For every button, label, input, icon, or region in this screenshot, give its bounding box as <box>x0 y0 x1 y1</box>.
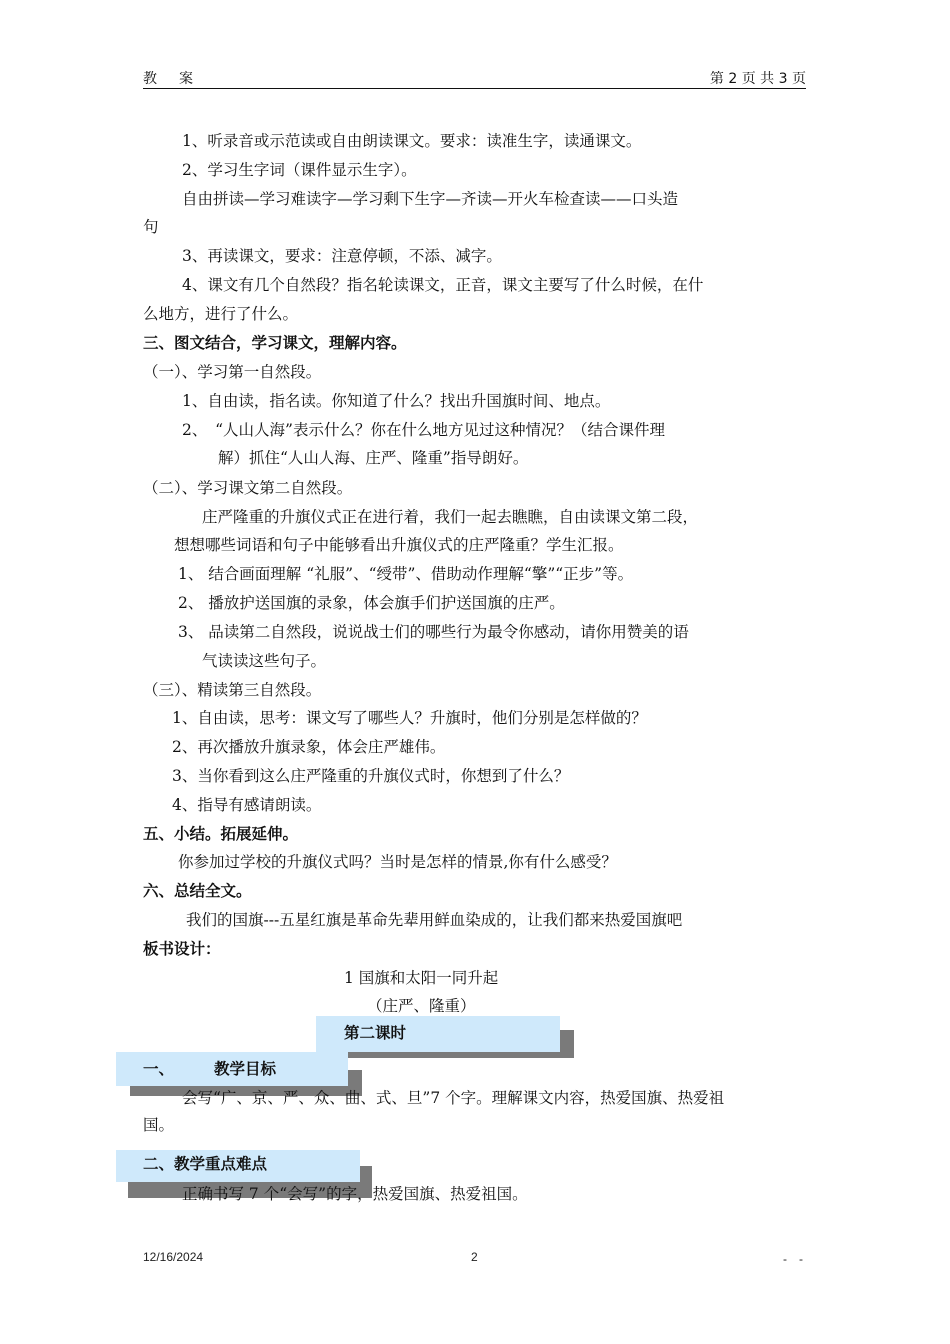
header-rule <box>143 88 806 89</box>
sub2-item-3: 3、 品读第二自然段，说说战士们的哪些行为最令你感动，请你用赞美的语 <box>178 623 689 641</box>
footer-dashes: - - <box>783 1252 803 1266</box>
subsection-2: （二）、学习课文第二自然段。 <box>143 479 353 497</box>
sub2-item-3-cont: 气读读这些句子。 <box>202 652 327 670</box>
step-paragraphs-cont: 么地方，进行了什么。 <box>143 305 299 323</box>
footer-date: 12/16/2024 <box>143 1250 204 1264</box>
subsection-3: （三）、精读第三自然段。 <box>143 681 322 699</box>
sub2-paragraph-cont: 想想哪些词语和句子中能够看出升旗仪式的庄严隆重？学生汇报。 <box>174 536 624 554</box>
sub1-item-1: 1、自由读，指名读。你知道了什么？找出升国旗时间、地点。 <box>182 392 611 410</box>
key-heading: 二、教学重点难点 <box>143 1155 268 1173</box>
goal-number: 一、 <box>143 1060 175 1078</box>
sub2-paragraph: 庄严隆重的升旗仪式正在进行着，我们一起去瞧瞧，自由读课文第二段， <box>202 508 699 526</box>
key-text: 正确书写 7 个“会写”的字，热爱国旗、热爱祖国。 <box>182 1185 528 1203</box>
subsection-1: （一）、学习第一自然段。 <box>143 363 322 381</box>
sub3-item-1: 1、自由读，思考：课文写了哪些人？升旗时，他们分别是怎样做的？ <box>172 709 647 727</box>
page-counter: 第 2 页 共 3 页 <box>709 71 806 87</box>
goal-heading: 教学目标 <box>214 1060 277 1078</box>
section-heading-3: 三、图文结合，学习课文，理解内容。 <box>143 334 407 352</box>
board-subtitle: （庄严、隆重） <box>367 997 476 1015</box>
sub1-item-2: 2、 “人山人海”表示什么？你在什么地方见过这种情况？（结合课件理 <box>182 421 665 439</box>
vocab-method: 自由拼读—学习难读字—学习剩下生字—齐读—开火车检查读——口头造 <box>182 190 679 208</box>
sub1-item-2-cont: 解）抓住“人山人海、庄严、隆重”指导朗好。 <box>218 449 529 467</box>
sub2-item-1: 1、 结合画面理解 “礼服”、“绶带”、借助动作理解“擎”“正步”等。 <box>178 565 634 583</box>
board-title: 1 国旗和太阳一同升起 <box>344 969 499 987</box>
lesson2-title: 第二课时 <box>344 1024 407 1042</box>
sub3-item-4: 4、指导有感请朗读。 <box>172 796 322 814</box>
step-vocab: 2、学习生字词（课件显示生字）。 <box>182 161 417 179</box>
vocab-method-cont: 句 <box>143 218 159 236</box>
step-reread: 3、再读课文，要求：注意停顿，不添、减字。 <box>182 247 502 265</box>
sub3-item-3: 3、当你看到这么庄严隆重的升旗仪式时，你想到了什么？ <box>172 767 570 785</box>
step-listen: 1、听录音或示范读或自由朗读课文。要求：读准生字，读通课文。 <box>182 132 642 150</box>
sub2-item-2: 2、 播放护送国旗的录象，体会旗手们护送国旗的庄严。 <box>178 594 565 612</box>
section-heading-6: 六、总结全文。 <box>143 882 252 900</box>
sub3-item-2: 2、再次播放升旗录象，体会庄严雄伟。 <box>172 738 446 756</box>
summary-question: 你参加过学校的升旗仪式吗？当时是怎样的情景,你有什么感受？ <box>178 853 617 871</box>
board-design-heading: 板书设计： <box>143 940 221 958</box>
footer-page-number: 2 <box>471 1250 478 1264</box>
goal-text-cont: 国。 <box>143 1116 175 1134</box>
conclusion-text: 我们的国旗---五星红旗是革命先辈用鲜血染成的，让我们都来热爱国旗吧 <box>186 911 683 929</box>
step-paragraphs: 4、课文有几个自然段？指名轮读课文，正音，课文主要写了什么时候，在什 <box>182 276 704 294</box>
section-heading-5: 五、小结。拓展延伸。 <box>143 825 299 843</box>
header-title: 教 案 <box>143 71 197 87</box>
goal-text: 会写“广、京、严、众、曲、式、旦”7 个字。理解课文内容，热爱国旗、热爱祖 <box>182 1089 725 1107</box>
